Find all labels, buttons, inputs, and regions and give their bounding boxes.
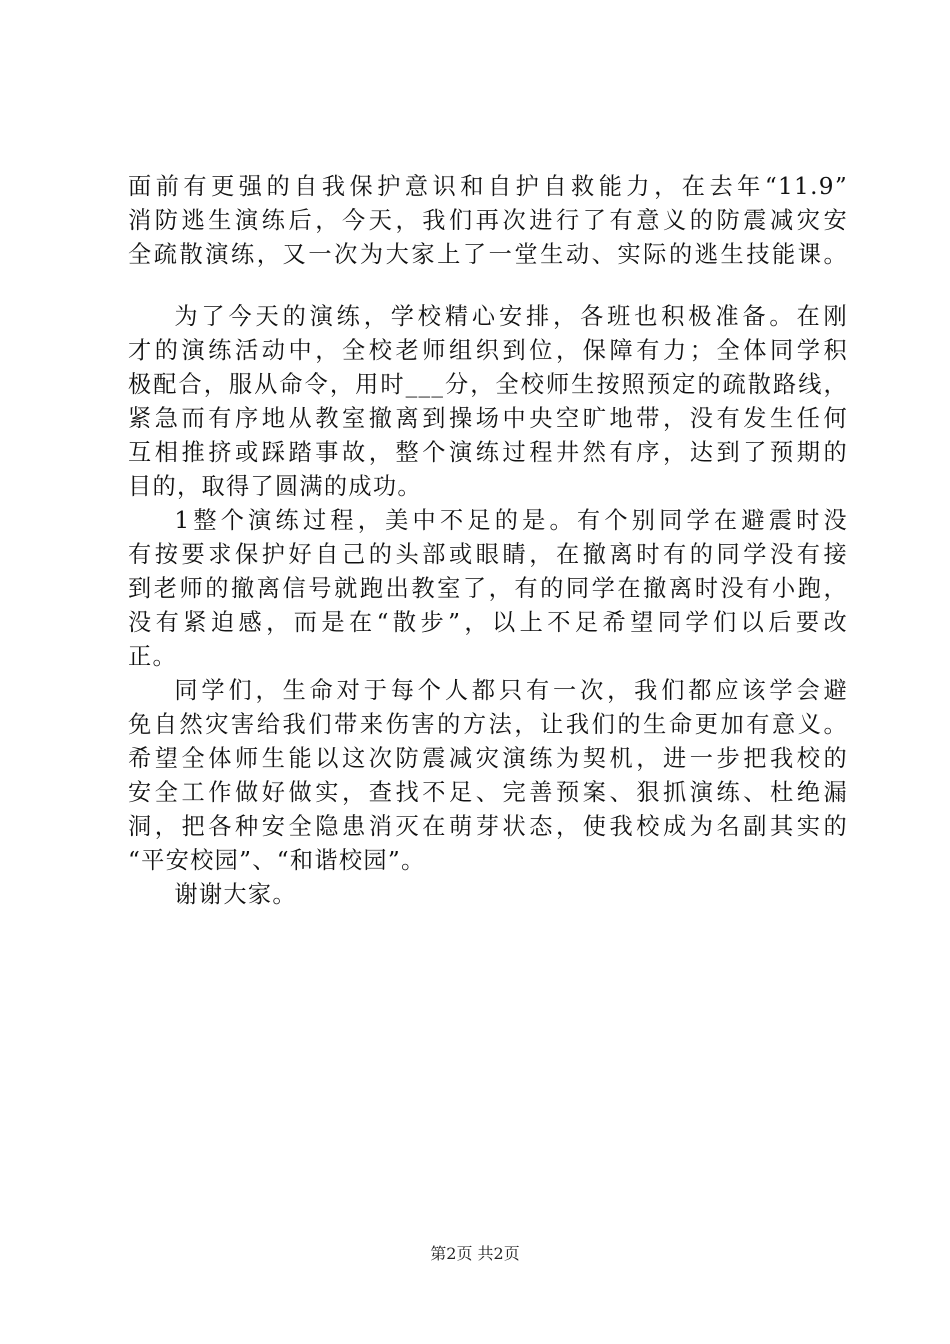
- text-line: 1整个演练过程，美中不足的是。有个别同学在避震时没: [174, 507, 848, 534]
- text-line: 紧急而有序地从教室撤离到操场中央空旷地带，没有发生任何: [128, 405, 848, 432]
- paragraph-1: [128, 170, 848, 272]
- paragraph-2: [128, 300, 848, 504]
- text-line: 希望全体师生能以这次防震减灾演练为契机，进一步把我校的: [128, 745, 848, 772]
- text-line: 才的演练活动中，全校老师组织到位，保障有力；全体同学积: [128, 337, 848, 364]
- paragraph-4: [128, 674, 848, 878]
- page-number: 第2页 共2页: [430, 1244, 520, 1263]
- closing-line: 谢谢大家。: [174, 881, 297, 908]
- text-line: 正。: [128, 643, 177, 670]
- text-line: 为了今天的演练，学校精心安排，各班也积极准备。在刚: [174, 303, 848, 330]
- paragraph-3: [128, 504, 848, 674]
- text-line: 极配合，服从命令，用时___分，全校师生按照预定的疏散路线，: [128, 371, 848, 398]
- paragraph-spacer: [128, 272, 848, 300]
- text-line: 面前有更强的自我保护意识和自护自救能力，在去年“11.9”: [128, 173, 848, 200]
- text-line: “平安校园”、“和谐校园”。: [128, 847, 426, 874]
- document-body: [128, 170, 848, 912]
- text-line: 同学们，生命对于每个人都只有一次，我们都应该学会避: [174, 677, 848, 704]
- page-footer: [0, 1243, 950, 1265]
- text-line: 洞，把各种安全隐患消灭在萌芽状态，使我校成为名副其实的: [128, 813, 848, 840]
- paragraph-5: [128, 878, 848, 912]
- text-line: 消防逃生演练后，今天，我们再次进行了有意义的防震减灾安: [128, 207, 848, 234]
- text-line: 到老师的撤离信号就跑出教室了，有的同学在撤离时没有小跑，: [128, 575, 848, 602]
- text-line: 互相推挤或踩踏事故，整个演练过程井然有序，达到了预期的: [128, 439, 848, 466]
- text-line: 全疏散演练，又一次为大家上了一堂生动、实际的逃生技能课。: [128, 241, 848, 268]
- text-line: 免自然灾害给我们带来伤害的方法，让我们的生命更加有意义。: [128, 711, 848, 738]
- text-line: 有按要求保护好自己的头部或眼睛，在撤离时有的同学没有接: [128, 541, 848, 568]
- text-line: 目的，取得了圆满的成功。: [128, 473, 422, 500]
- text-line: 没有紧迫感，而是在“散步”，以上不足希望同学们以后要改: [128, 609, 848, 636]
- text-line: 安全工作做好做实，查找不足、完善预案、狠抓演练、杜绝漏: [128, 779, 848, 806]
